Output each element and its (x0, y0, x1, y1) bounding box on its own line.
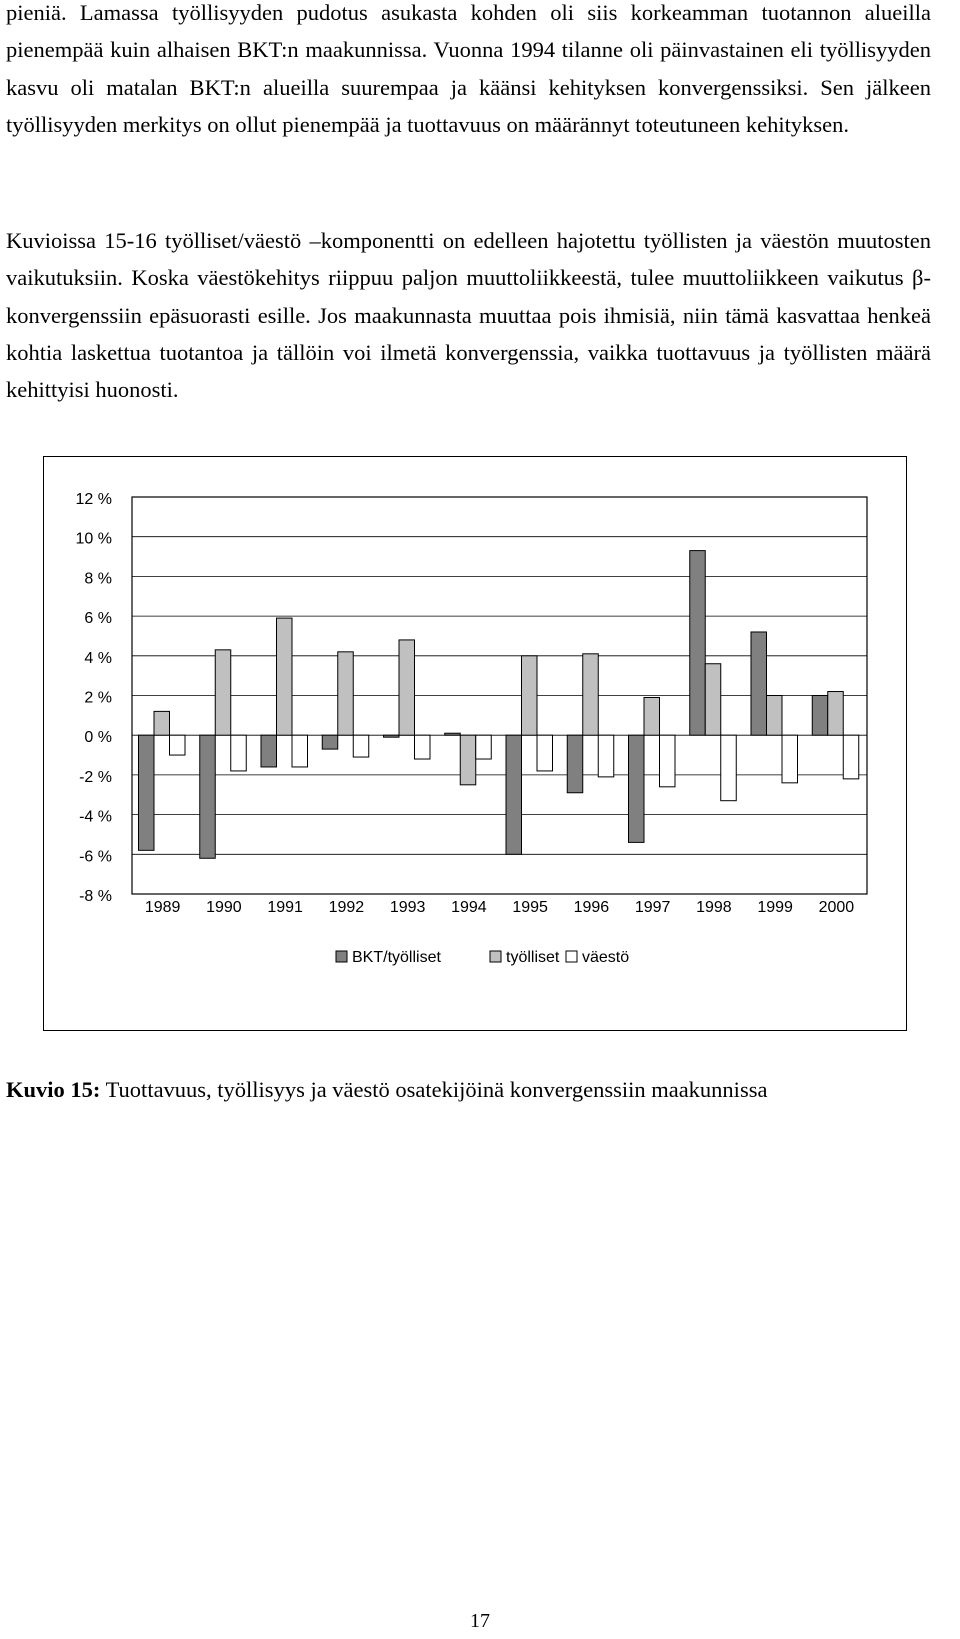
y-tick-label: 0 % (84, 729, 112, 747)
bar-1999-series-3 (782, 735, 798, 783)
x-tick-label-1992: 1992 (328, 899, 365, 916)
bar-chart (44, 457, 908, 1032)
body-paragraph-2: Kuvioissa 15-16 työlliset/väestö –komponentti on edelleen hajotettu työllisten ja väestön muutosten vaikutuksiin. Koska väestökehitys riippuu paljon muuttoliikkeestä, tulee muuttoliikkeen vaikutus β-konvergenssiin epäsuorasti esille. Jos maakunnasta muuttaa pois ihmisiä, niin tämä kasvattaa henkeä kohtia laskettua tuotantoa ja tällöin voi ilmetä konvergenssia, vaikka tuottavuus ja työllisten määrä kehittyisi huonosti. (6, 228, 931, 403)
bar-1997-series-3 (660, 735, 676, 787)
y-tick-label: 6 % (84, 610, 112, 628)
bar-1989-series-1 (139, 735, 155, 850)
y-tick-label: -8 % (79, 888, 112, 905)
legend-label-series-2: työlliset (506, 949, 560, 966)
y-tick-label: 8 % (84, 570, 112, 588)
bar-1996-series-1 (567, 735, 583, 793)
caption-text: Tuottavuus, työllisyys ja väestö osatekijöinä konvergenssiin maakunnissa (105, 1077, 768, 1102)
bar-1989-series-2 (154, 711, 170, 735)
x-tick-label-1990: 1990 (206, 899, 242, 916)
bar-1993-series-1 (384, 735, 400, 737)
bar-1990-series-3 (231, 735, 247, 771)
x-tick-label-1991: 1991 (267, 899, 303, 916)
legend-label-series-1: BKT/työlliset (352, 949, 441, 966)
bar-1998-series-3 (721, 735, 737, 801)
x-tick-label-1998: 1998 (696, 899, 732, 916)
x-axis-tick-labels (145, 899, 854, 916)
chart-frame (43, 456, 907, 1031)
page-number: 17 (470, 1610, 490, 1632)
x-tick-label-2000: 2000 (818, 899, 855, 916)
y-tick-label: -6 % (79, 848, 112, 866)
bar-1996-series-2 (583, 654, 599, 735)
x-tick-label-1996: 1996 (573, 899, 610, 916)
y-axis-tick-labels (76, 491, 112, 905)
y-tick-label: 12 % (75, 491, 112, 508)
bar-1994-series-1 (445, 733, 461, 735)
bar-1997-series-2 (644, 697, 660, 735)
bar-1992-series-1 (322, 735, 338, 749)
y-tick-label: 2 % (84, 689, 112, 707)
bar-1991-series-3 (292, 735, 308, 767)
x-tick-label-1993: 1993 (389, 899, 426, 916)
body-paragraph-1: pieniä. Lamassa työllisyyden pudotus asukasta kohden oli siis korkeamman tuotannon alueilla pienempää kuin alhaisen BKT:n maakunnissa. Vuonna 1994 tilanne oli päinvastainen eli työllisyyden kasvu oli matalan BKT:n alueilla suurempaa ja käänsi kehityksen konvergenssiksi. Sen jälkeen työllisyyden merkitys on ollut pienempää ja tuottavuus on määrännyt toteutuneen kehityksen. (6, 0, 931, 137)
bar-1995-series-1 (506, 735, 522, 854)
legend-swatch-series-1 (336, 951, 347, 962)
x-tick-label-1989: 1989 (144, 899, 181, 916)
bar-2000-series-3 (843, 735, 859, 779)
bar-1995-series-2 (522, 656, 538, 735)
legend-label-series-3: väestö (582, 949, 630, 966)
bar-1990-series-1 (200, 735, 216, 858)
x-tick-label-1995: 1995 (512, 899, 548, 916)
bar-1997-series-1 (629, 735, 645, 842)
bar-1995-series-3 (537, 735, 553, 771)
legend-swatch-series-3 (566, 951, 577, 962)
bar-1994-series-3 (476, 735, 492, 759)
bar-1999-series-2 (767, 696, 783, 736)
x-tick-label-1999: 1999 (757, 899, 793, 916)
bar-1992-series-3 (353, 735, 369, 757)
y-tick-label: -2 % (79, 768, 112, 786)
bar-1994-series-2 (460, 735, 476, 785)
bar-2000-series-2 (828, 692, 844, 736)
y-tick-label: 10 % (75, 530, 112, 548)
y-tick-label: 4 % (84, 649, 112, 667)
caption-label: Kuvio 15: (6, 1077, 101, 1102)
bar-2000-series-1 (812, 696, 828, 736)
y-tick-label: -4 % (79, 808, 112, 826)
bar-1999-series-1 (751, 632, 767, 735)
x-tick-label-1994: 1994 (451, 899, 487, 916)
chart-legend (336, 949, 629, 966)
bar-1991-series-1 (261, 735, 277, 767)
bar-1992-series-2 (338, 652, 354, 735)
bar-1996-series-3 (598, 735, 614, 777)
figure-caption (6, 1077, 767, 1103)
bar-1993-series-2 (399, 640, 415, 735)
x-tick-label-1997: 1997 (634, 899, 671, 916)
bar-1989-series-3 (170, 735, 186, 755)
bar-1990-series-2 (215, 650, 231, 735)
bar-1998-series-1 (690, 551, 706, 736)
bar-1998-series-2 (705, 664, 721, 735)
legend-swatch-series-2 (490, 951, 501, 962)
bar-1993-series-3 (415, 735, 431, 759)
bar-1991-series-2 (277, 618, 293, 735)
